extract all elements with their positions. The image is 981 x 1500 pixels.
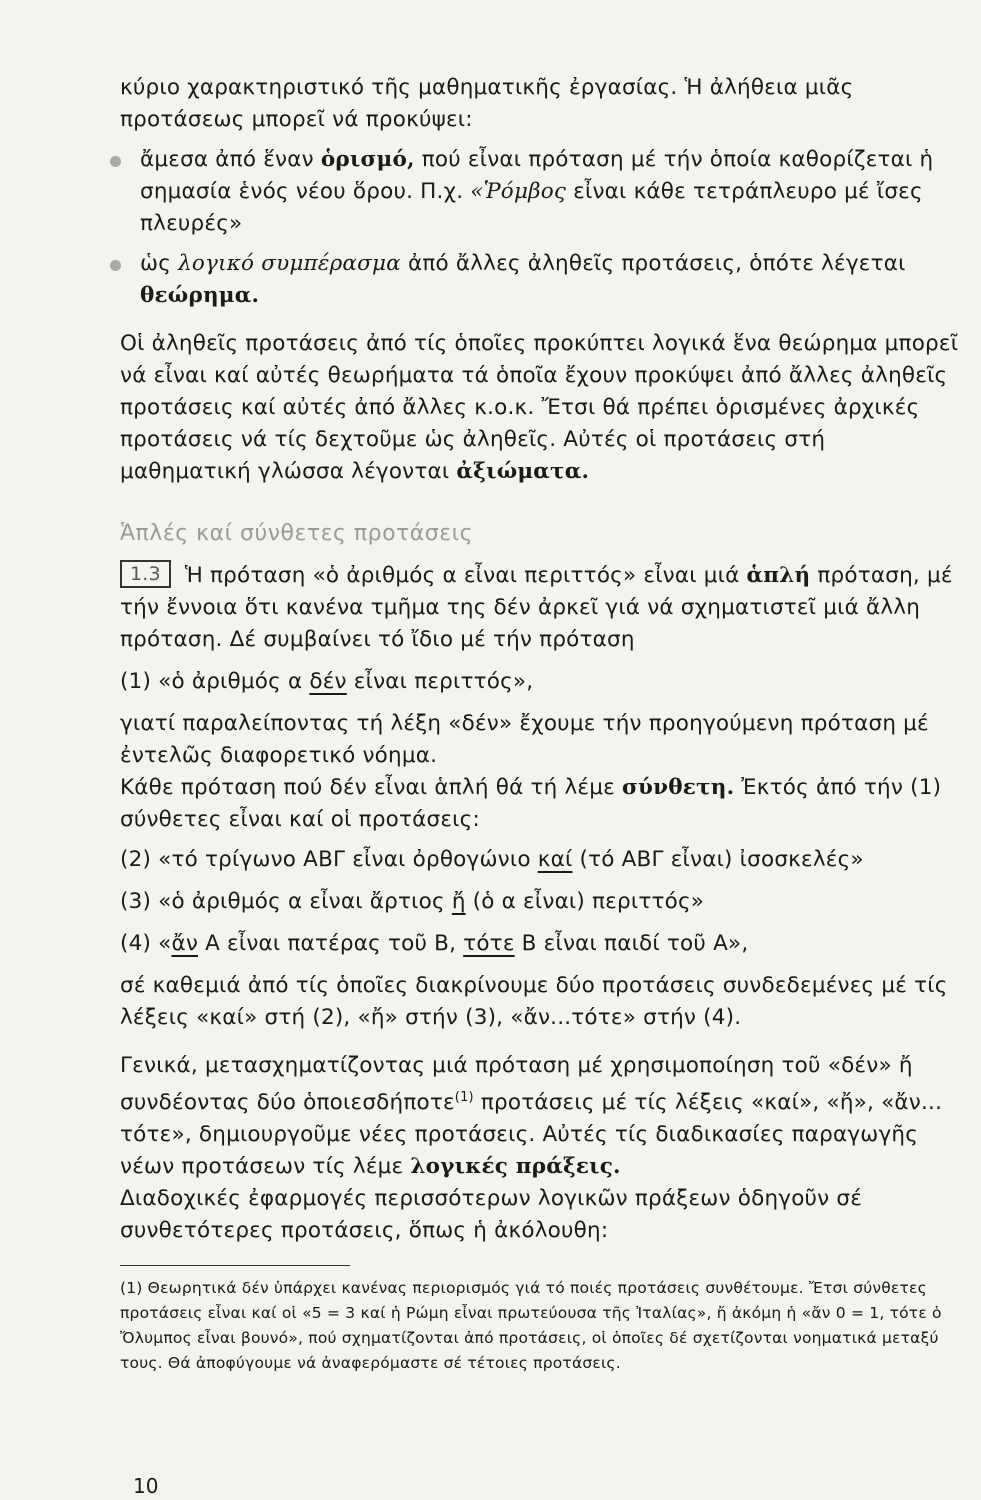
term-axioms: ἀξιώματα. bbox=[456, 459, 590, 484]
bullet-list bbox=[120, 144, 960, 312]
section-number-box: 1.3 bbox=[120, 560, 171, 588]
paragraph-negation: γιατί παραλείποντας τή λέξη «δέν» ἔχουμε τήν προηγούμενη πρόταση μέ ἐντελῶς διαφορετικό νόημα. bbox=[120, 711, 929, 768]
bullet-dot-icon bbox=[110, 156, 121, 167]
intro-paragraph: κύριο χαρακτηριστικό τῆς μαθηματικῆς ἐργασίας. Ἡ ἀλήθεια μιᾶς προτάσεως μπορεῖ νά προκύψει: bbox=[120, 75, 854, 132]
paragraph-successive: Διαδοχικές ἐφαρμογές περισσότερων λογικῶν πράξεων ὁδηγοῦν σέ συνθετότερες προτάσεις, ὅπως ἡ ἀκόλουθη: bbox=[120, 1186, 863, 1244]
connective-if: ἄν bbox=[171, 931, 199, 956]
footnote-divider bbox=[120, 1265, 350, 1266]
term-simple: ἁπλή bbox=[746, 563, 811, 588]
proposition-1: (1) «ὁ ἀριθμός α δέν εἶναι περιττός», bbox=[120, 669, 534, 694]
footnote: (1) Θεωρητικά δέν ὑπάρχει κανένας περιορισμός γιά τό ποιές προτάσεις συνθέτουμε. Ἔτσι σύνθετες προτάσεις εἶναι καί οἱ «5 = 3 καί ἡ Ρώμη εἶναι πρωτεύουσα τῆς Ἰταλίας», ἤ ἀκόμη ἡ «ἄν 0 = 1, τότε ὁ Ὄλυμπος εἶναι βουνό», πού σχηματίζονται ἀπό προτάσεις, οἱ ὁποῖες δέ σχετίζονται νοηματικά μεταξύ τους. Θά ἀποφύγουμε νά ἀναφερόμαστε σέ τέτοιες προτάσεις. bbox=[120, 1279, 942, 1373]
compound-propositions-list bbox=[120, 844, 960, 960]
term-definition: ὁρισμό, bbox=[320, 147, 415, 172]
connective-or: ἤ bbox=[451, 889, 466, 914]
term-logical-conclusion: λογικό συμπέρασμα bbox=[178, 251, 401, 276]
term-theorem: θεώρημα. bbox=[140, 283, 260, 308]
proposition-4: (4) «ἄν Α εἶναι πατέρας τοῦ Β, τότε Β εἶναι παιδί τοῦ Α», bbox=[120, 931, 749, 956]
bullet-theorem: ὡς λογικό συμπέρασμα ἀπό ἄλλες ἀληθεῖς προτάσεις, ὁπότε λέγεται θεώρημα. bbox=[120, 248, 960, 312]
bullet-dot-icon bbox=[110, 260, 121, 271]
example-term: «Ῥόμβος bbox=[470, 179, 567, 204]
connective-and: καί bbox=[537, 847, 573, 872]
page-number: 10 bbox=[133, 1474, 159, 1498]
term-logical-operations: λογικές πράξεις. bbox=[410, 1154, 621, 1180]
page-body bbox=[120, 72, 960, 1376]
connective-not: δέν bbox=[309, 669, 347, 694]
paragraph-connectives: σέ καθεμιά ἀπό τίς ὁποῖες διακρίνουμε δύο προτάσεις συνδεδεμένες μέ τίς λέξεις «καί» στή (2), «ἤ» στήν (3), «ἄν...τότε» στήν (4). bbox=[120, 973, 948, 1030]
proposition-2: (2) «τό τρίγωνο ΑΒΓ εἶναι ὀρθογώνιο καί (τό ΑΒΓ εἶναι) ἰσοσκελές» bbox=[120, 847, 864, 872]
connective-then: τότε bbox=[463, 931, 515, 956]
paragraph-compound: Κάθε πρόταση πού δέν εἶναι ἁπλή θά τή λέμε σύνθετη. Ἐκτός ἀπό τήν (1) σύνθετες εἶναι καί οἱ προτάσεις: bbox=[120, 775, 942, 832]
axioms-paragraph: Οἱ ἀληθεῖς προτάσεις ἀπό τίς ὁποῖες προκύπτει λογικά ἕνα θεώρημα μπορεῖ νά εἶναι καί αὐτές θεωρήματα τά ὁποῖα ἔχουν προκύψει ἀπό ἄλλες ἀληθεῖς προτάσεις καί αὐτές ἀπό ἄλλες κ.ο.κ. Ἔτσι θά πρέπει ὁρισμένες ἀρχικές προτάσεις νά τίς δεχτοῦμε ὡς ἀληθεῖς. Αὐτές οἱ προτάσεις στή μαθηματική γλώσσα λέγονται ἀξιώματα. bbox=[120, 331, 959, 484]
paragraph-logical-operations: Γενικά, μετασχηματίζοντας μιά πρόταση μέ χρησιμοποίηση τοῦ «δέν» ἤ συνδέοντας δύο ὁποιεσδήποτε$^{(1)}$ προτάσεις μέ τίς λέξεις «καί», «ἤ», «ἄν... τότε», δημιουργοῦμε νέες προτάσεις. Αὐτές τίς διαδικασίες παραγωγῆς νέων προτάσεων τίς λέμε λογικές πράξεις. bbox=[120, 1053, 943, 1180]
section-intro-paragraph: 1.3 Ἡ πρόταση «ὁ ἀριθμός α εἶναι περιττός» εἶναι μιά ἁπλή πρόταση, μέ τήν ἔννοια ὅτι κανένα τμῆμα της δέν ἀρκεῖ γιά νά σχηματιστεῖ μιά ἄλλη πρόταση. Δέ συμβαίνει τό ἴδιο μέ τήν πρόταση bbox=[120, 560, 960, 656]
proposition-3: (3) «ὁ ἀριθμός α εἶναι ἄρτιος ἤ (ὁ α εἶναι) περιττός» bbox=[120, 889, 705, 914]
bullet-definition: ἄμεσα ἀπό ἕναν ὁρισμό, πού εἶναι πρόταση μέ τήν ὁποία καθορίζεται ἡ σημασία ἑνός νέου ὅρου. Π.χ. «Ῥόμβος εἶναι κάθε τετράπλευρο μέ ἴσες πλευρές» bbox=[120, 144, 960, 240]
footnote-marker: (1) bbox=[454, 1090, 474, 1105]
term-compound: σύνθετη. bbox=[621, 775, 735, 800]
section-heading: Ἁπλές καί σύνθετες προτάσεις bbox=[120, 521, 473, 546]
